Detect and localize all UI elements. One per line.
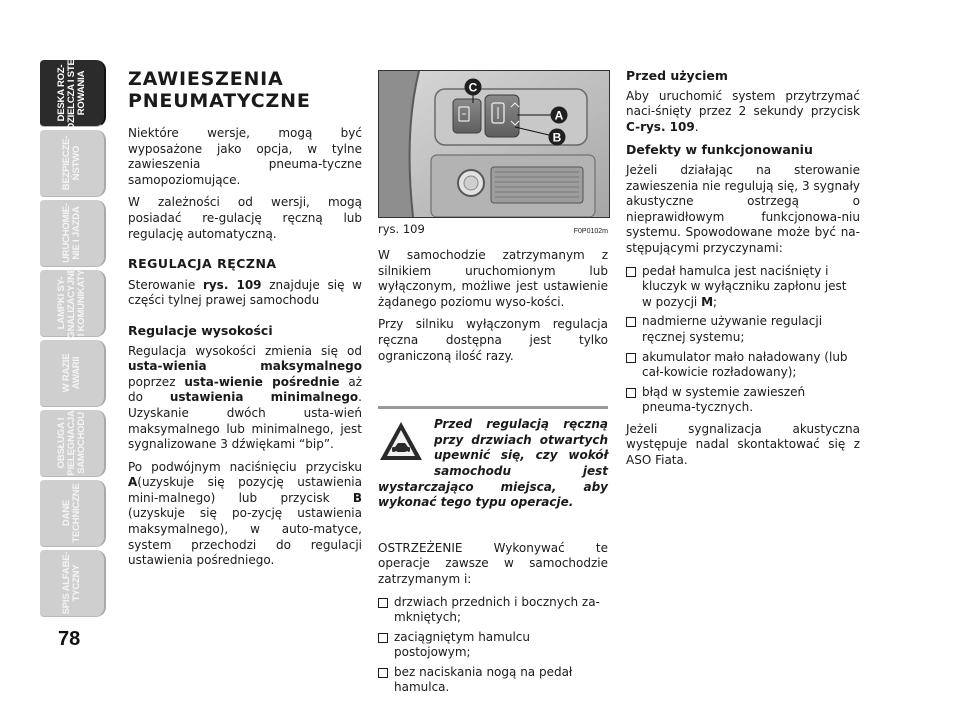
- faults-list: [626, 264, 860, 416]
- height-paragraph: Regulacja wysokości zmienia się od usta-wienia maksymalnego poprzez usta-wienie pośrednie aż do ustawienia minimalnego. Uzyskanie dwóch usta-wień maksymalnego lub minimalnego, jest sygnalizowane 3 dźwiękami “bip”.: [128, 343, 363, 452]
- paragraph: Przy silniku wyłączonym regulacja ręczna dostępna jest tylko ograniczoną ilość razy.: [378, 317, 608, 363]
- manual-paragraph: Sterowanie rys. 109 znajduje się w części tylnej prawej samochodu: [128, 277, 362, 308]
- tab-dane-techniczne[interactable]: [40, 480, 106, 547]
- list-item: błąd w systemie zawieszeń pneuma-tycznych.: [626, 385, 860, 416]
- caution-section: [378, 541, 608, 696]
- paragraph: W samochodzie zatrzymanym z silnikiem uruchomionym lub wyłączonym, możliwe jest ustawienie żądanego poziomu wyso-kości.: [378, 248, 608, 309]
- suspension-switch-illustration: [379, 71, 609, 217]
- faults-final-paragraph: Jeżeli sygnalizacja akustyczna występuje nadal skontaktować się z ASO Fiata.: [626, 421, 860, 468]
- tab-label: DESKA ROZ- DZIELCZA I STE- ROWANIA: [56, 56, 87, 130]
- before-use-paragraph: Aby uruchomić system przytrzymać naci-śnięty przez 2 sekundy przycisk C-rys. 109.: [626, 88, 860, 134]
- figure-caption: rys. 109: [378, 222, 425, 236]
- list-item: akumulator mało naładowany (lub cał-kowicie rozładowany);: [626, 350, 860, 381]
- warning-triangle-icon: [378, 419, 424, 463]
- tab-label: W RAZIE AWARII: [61, 353, 82, 393]
- column-2: [378, 70, 608, 702]
- tab-label: DANE TECHNICZNE: [61, 483, 82, 543]
- intro-paragraph: W zależności od wersji, mogą posiadać re-gulację ręczną lub regulację automatyczną.: [128, 195, 362, 241]
- caution-list: [378, 595, 608, 697]
- figure-caption-row: [378, 222, 608, 238]
- list-item: drzwiach przednich i bocznych za-mkniętych;: [378, 595, 608, 626]
- double-press-paragraph: Po podwójnym naciśnięciu przycisku A(uzyskuje się pozycję ustawienia mini-malnego) lub przycisk B (uzyskuje się po-zycję ustawienia maksymalnego), w auto-matyce, system przechodzi do regulacji ustawienia pośredniego.: [128, 459, 362, 568]
- tab-obsluga[interactable]: [40, 410, 106, 477]
- section-tabs: [40, 56, 106, 620]
- tab-lampki[interactable]: [40, 267, 106, 339]
- list-item: pedał hamulca jest naciśnięty i kluczyk w wyłączniku zapłonu jest w pozycji M;: [626, 264, 860, 311]
- intro-paragraph: Niektóre wersje, mogą być wyposażone jako opcja, w tylne zawieszenia pneuma-tyczne samopoziomujące.: [128, 126, 362, 187]
- subsection-heading: Przed użyciem: [626, 68, 728, 83]
- list-item: nadmierne używanie regulacji ręcznej systemu;: [626, 314, 860, 345]
- figure-suspension-switch: [378, 70, 610, 218]
- tab-label: URUCHOMIE- NIE I JAZDA: [61, 203, 82, 263]
- warning-text: Przed regulacją ręczną przy drzwiach otwartych upewnić się, czy wokół samochodu jest wystarczająco miejsca, aby wykonać tego typu operacje.: [378, 417, 608, 510]
- tab-uruchomienie[interactable]: [40, 200, 106, 267]
- tab-bezpieczenstwo[interactable]: [40, 130, 106, 197]
- tab-spis-alfabetyczny[interactable]: [40, 550, 106, 617]
- callout-a: A: [554, 108, 564, 123]
- button-reference: C-rys. 109: [626, 119, 695, 134]
- faults-paragraph: Jeżeli działając na sterowanie zawieszenia nie regulują się, 3 sygnały akustyczne ostrzegą o nieprawidłowym funkcjonowa-niu systemu. Spowodowane może być na-stępującymi przyczynami:: [626, 162, 860, 255]
- page-number: 78: [58, 628, 81, 650]
- figure-reference: rys. 109: [202, 277, 262, 292]
- callout-b: B: [552, 130, 562, 145]
- column-1: [128, 68, 362, 576]
- warning-box: [378, 406, 608, 511]
- subsection-heading: Regulacje wysokości: [128, 322, 273, 338]
- section-heading: REGULACJA RĘCZNA: [128, 256, 277, 272]
- figure-code: F0P0102m: [573, 228, 608, 235]
- tab-label: BEZPIECZE- ŃSTWO: [61, 135, 82, 191]
- page-title: ZAWIESZENIA PNEUMATYCZNE: [128, 68, 311, 112]
- caution-paragraph: OSTRZEŻENIE Wykonywać te operacje zawsze w samochodzie zatrzymanym i:: [378, 540, 608, 586]
- tab-w-razie-awarii[interactable]: [40, 340, 106, 407]
- tab-label: SPIS ALFABE- TYCZNY: [61, 551, 82, 615]
- column-3: [626, 68, 860, 476]
- list-item: bez naciskania nogą na pedał hamulca.: [378, 665, 608, 696]
- tab-label: LAMPKI SY- GNALIZACYJNE I KOMUNIKATY: [56, 267, 87, 339]
- subsection-heading: Defekty w funkcjonowaniu: [626, 142, 813, 158]
- callout-c: C: [468, 80, 478, 95]
- tab-deska-rozdzielcza[interactable]: [40, 56, 106, 130]
- tab-label: OBSŁUGA I PIELĘGNACJA SAMOCHODU: [56, 410, 87, 476]
- list-item: zaciągniętym hamulcu postojowym;: [378, 630, 608, 661]
